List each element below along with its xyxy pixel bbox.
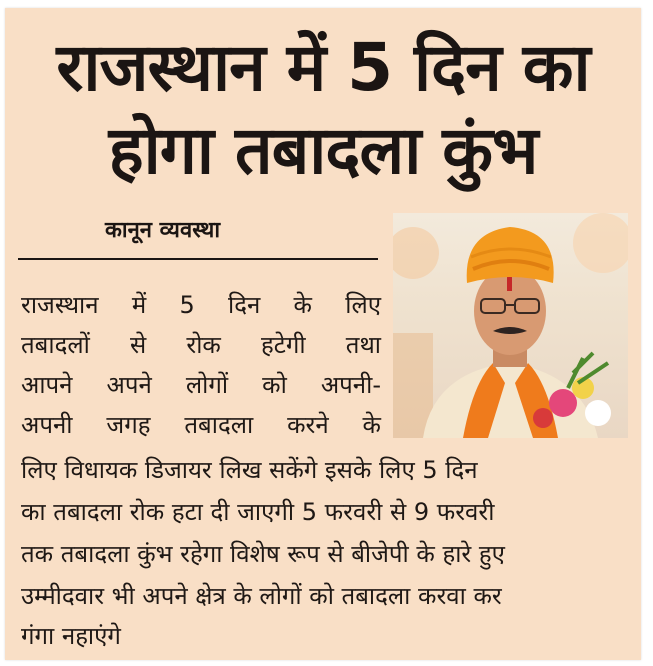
headline-line-2: होगा तबादला कुंभ (108, 112, 538, 189)
body-line-2: तबादलों से रोक हटेगी तथा (21, 331, 381, 359)
headline-line-1: राजस्थान में 5 दिन का (56, 29, 590, 106)
section-rule (18, 258, 378, 260)
body-line-9: गंगा नहाएंगे (21, 622, 121, 650)
body-line-1: राजस्थान में 5 दिन के लिए (21, 291, 381, 319)
section-label: कानून व्यवस्था (105, 218, 221, 243)
body-line-7: तक तबादला कुंभ रहेगा विशेष रूप से बीजेपी के हारे हुए (21, 540, 505, 568)
body-line-4: अपनी जगह तबादला करने के (21, 411, 381, 439)
person-photo (393, 213, 628, 438)
news-clipping (5, 8, 641, 660)
person-photo-illustration (393, 213, 628, 438)
body-line-6: का तबादला रोक हटा दी जाएगी 5 फरवरी से 9 फरवरी (21, 498, 495, 526)
body-line-3: आपने अपने लोगों को अपनी- (21, 371, 381, 399)
body-line-5: लिए विधायक डिजायर लिख सकेंगे इसके लिए 5 दिन (21, 456, 478, 484)
body-line-8: उम्मीदवार भी अपने क्षेत्र के लोगों को तबादला करवा कर (21, 582, 502, 610)
